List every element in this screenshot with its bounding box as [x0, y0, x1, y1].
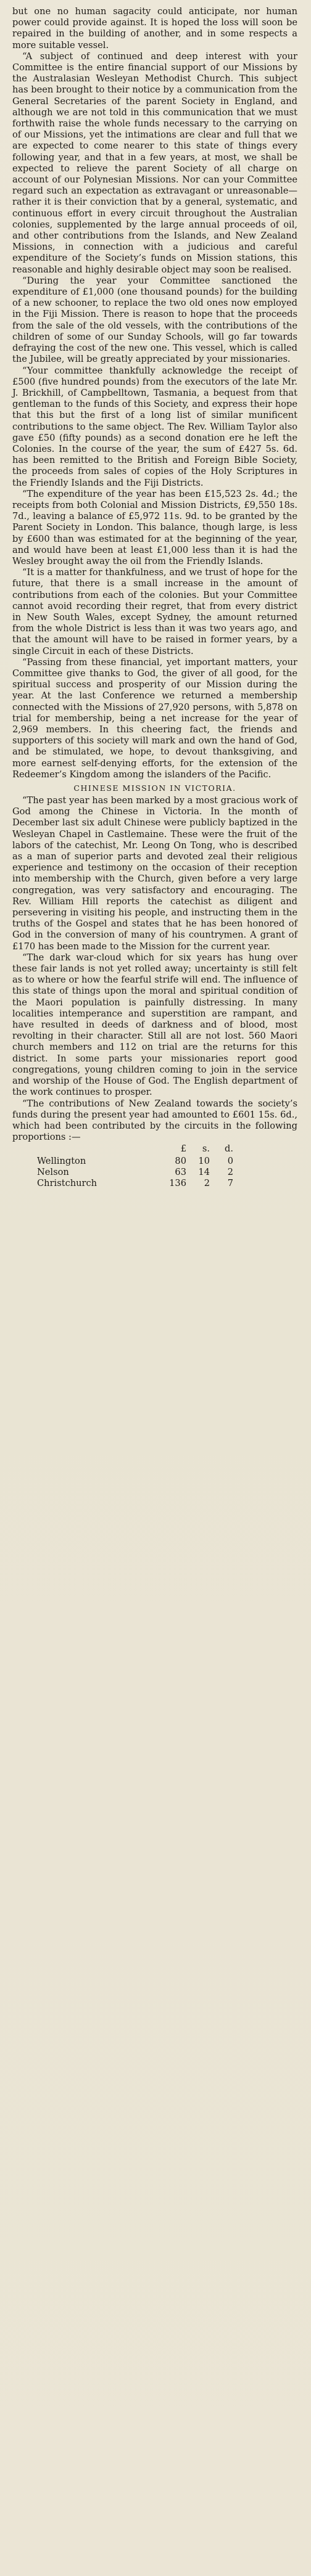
amount-pence: 2: [227, 1166, 233, 1177]
body-paragraph: “Passing from these financial, yet important matters, your Committee give thanks to God, the giver of all good, for the spiritual success and prosperity of our Mission during the year. At the last Conference we returned a membership connected with the Missions of 27,920 persons, with 5,878 on trial for membership, being a net increase for the year of 2,969 members. In this cheering fact, the friends and supporters of this society will mark and own the hand of God, and be stimulated, we hope, to devout thanksgiving, and more earnest self-denying efforts, for the extension of the Redeemer’s Kingdom among the islanders of the Pacific.: [12, 656, 297, 780]
body-paragraph: “The expenditure of the year has been £15,523 2s. 4d.; the receipts from both Colonial and Mission Districts, £9,550 18s. 7d., leaving a balance of £5,972 11s. 9d. to be granted by the Parent Society in London. This balance, though large, is less by £600 than was estimated for at the beginning of the year, and would have been at least £1,000 less than it is had the Wesley brought away the oil from the Friendly Islands.: [12, 488, 297, 566]
body-paragraph: “Your committee thankfully acknowledge the receipt of £500 (five hundred pounds) from the executors of the late Mr. J. Brickhill, of Campbelltown, Tasmania, a bequest from that gentleman to the funds of this Society, and express their hope that this but the first of a long list of similar munificent contributions to the same object. The Rev. William Taylor also gave £50 (fifty pounds) as a second donation ere he left the Colonies. In the course of the year, the sum of £427 5s. 6d. has been remitted to the British and Foreign Bible Society, the proceeds from sales of copies of the Holy Scriptures in the Friendly Islands and the Fiji Districts.: [12, 365, 297, 488]
body-paragraph: “During the year your Committee sanctioned the expenditure of £1,000 (one thousand pounds) for the building of a new schooner, to replace the two old ones now employed in the Fiji Mission. There is reason to hope that the proceeds from the sale of the old vessels, with the contributions of the children of some of our Sunday Schools, will go far towards defraying the cost of the new one. This vessel, which is called the Jubilee, will be greatly appreciated by your missionaries.: [12, 275, 297, 365]
amount-pounds: 80: [175, 1155, 186, 1166]
table-row: [37, 1156, 237, 1167]
circuit-name: Wellington: [37, 1155, 86, 1166]
header-shillings: s.: [202, 1143, 210, 1155]
body-paragraph: “It is a matter for thankfulness, and we trust of hope for the future, that there is a small increase in the amount of contributions from each of the colonies. But your Committee cannot avoid recording their regret, that from every district in New South Wales, except Sydney, the amount returned from the whole District is less than it was two years ago, and that the amount will have to be raised in former years, by a single Circuit in each of these Districts.: [12, 567, 297, 656]
section-heading: CHINESE MISSION IN VICTORIA.: [73, 783, 236, 793]
contributions-table: [37, 1143, 237, 1189]
amount-pounds: 136: [169, 1177, 186, 1188]
body-paragraph: “The contributions of New Zealand towards the society’s funds during the present year had amounted to £601 15s. 6d., which had been contributed by the circuits in the following proportions :—: [12, 1098, 297, 1143]
amount-pounds: 63: [175, 1166, 186, 1177]
amount-shillings: 2: [204, 1177, 210, 1188]
body-paragraph: “The past year has been marked by a most gracious work of God among the Chinese in Victoria. In the month of December last six adult Chinese were publicly baptized in the Wesleyan Chapel in Castlemaine. These were the fruit of the labors of the catechist, Mr. Leong On Tong, who is described as a man of superior parts and devoted zeal their religious experience and testimony on the occasion of their reception into membership with the Church, given before a very large congregation, was very satisfactory and encouraging. The Rev. William Hill reports the catechist as diligent and persevering in visiting his people, and instructing them in the truths of the Gospel and states that he has been honored of God in the conversion of many of his countrymen. A grant of £170 has been made to the Mission for the current year.: [12, 795, 297, 952]
table-row: [37, 1178, 237, 1189]
body-paragraph: “The dark war-cloud which for six years has hung over these fair lands is not yet rolled away; uncertainty is still felt as to where or how the fearful strife will end. The influence of this state of things upon the moral and spiritual condition of the Maori population is painfully distressing. In many localities intemperance and superstition are rampant, and have resulted in deeds of darkness and of blood, most revolting in their character. Still all are not lost. 560 Maori church members and 112 on trial are the returns for this district. In some parts your missionaries report good congregations, young children coming to join in the service and worship of the House of God. The English department of the work continues to prosper.: [12, 952, 297, 1098]
header-pounds: £: [180, 1143, 186, 1155]
amount-shillings: 10: [198, 1155, 210, 1166]
circuit-name: Nelson: [37, 1166, 69, 1177]
amount-pence: 0: [227, 1155, 233, 1166]
contributions-header-row: [37, 1143, 237, 1155]
body-paragraph: “A subject of continued and deep interest with your Committee is the entire financial support of our Missions by the Australasian Wesleyan Methodist Church. This subject has been brought to their notice by a communication from the General Secretaries of the parent Society in England, and although we are not told in this communication that we must forthwith raise the whole funds necessary to the carrying on of our Missions, yet the intimations are clear and full that we are expected to come nearer to this state of things every following year, and that in a few years, at most, we shall be expected to relieve the parent Society of all charge on account of our Polynesian Missions. Nor can your Committee regard such an expectation as extravagant or unreasonable—rather it is their conviction that by a general, systematic, and continuous effort in every circuit throughout the Australian colonies, supplemented by the large annual proceeds of oil, and other contributions from the Islands, and New Zealand Missions, in connection with a judicious and careful expenditure of the Society’s funds on Mission stations, this reasonable and highly desirable object may soon be realised.: [12, 51, 297, 275]
circuit-name: Christchurch: [37, 1177, 97, 1188]
amount-pence: 7: [227, 1177, 233, 1188]
table-row: [37, 1167, 237, 1178]
header-pence: d.: [225, 1143, 233, 1155]
amount-shillings: 14: [198, 1166, 210, 1177]
body-paragraph: but one no human sagacity could anticipate, nor human power could provide against. It is hoped the loss will soon be repaired in the building of another, and in some respects a more suitable vessel.: [12, 6, 297, 51]
